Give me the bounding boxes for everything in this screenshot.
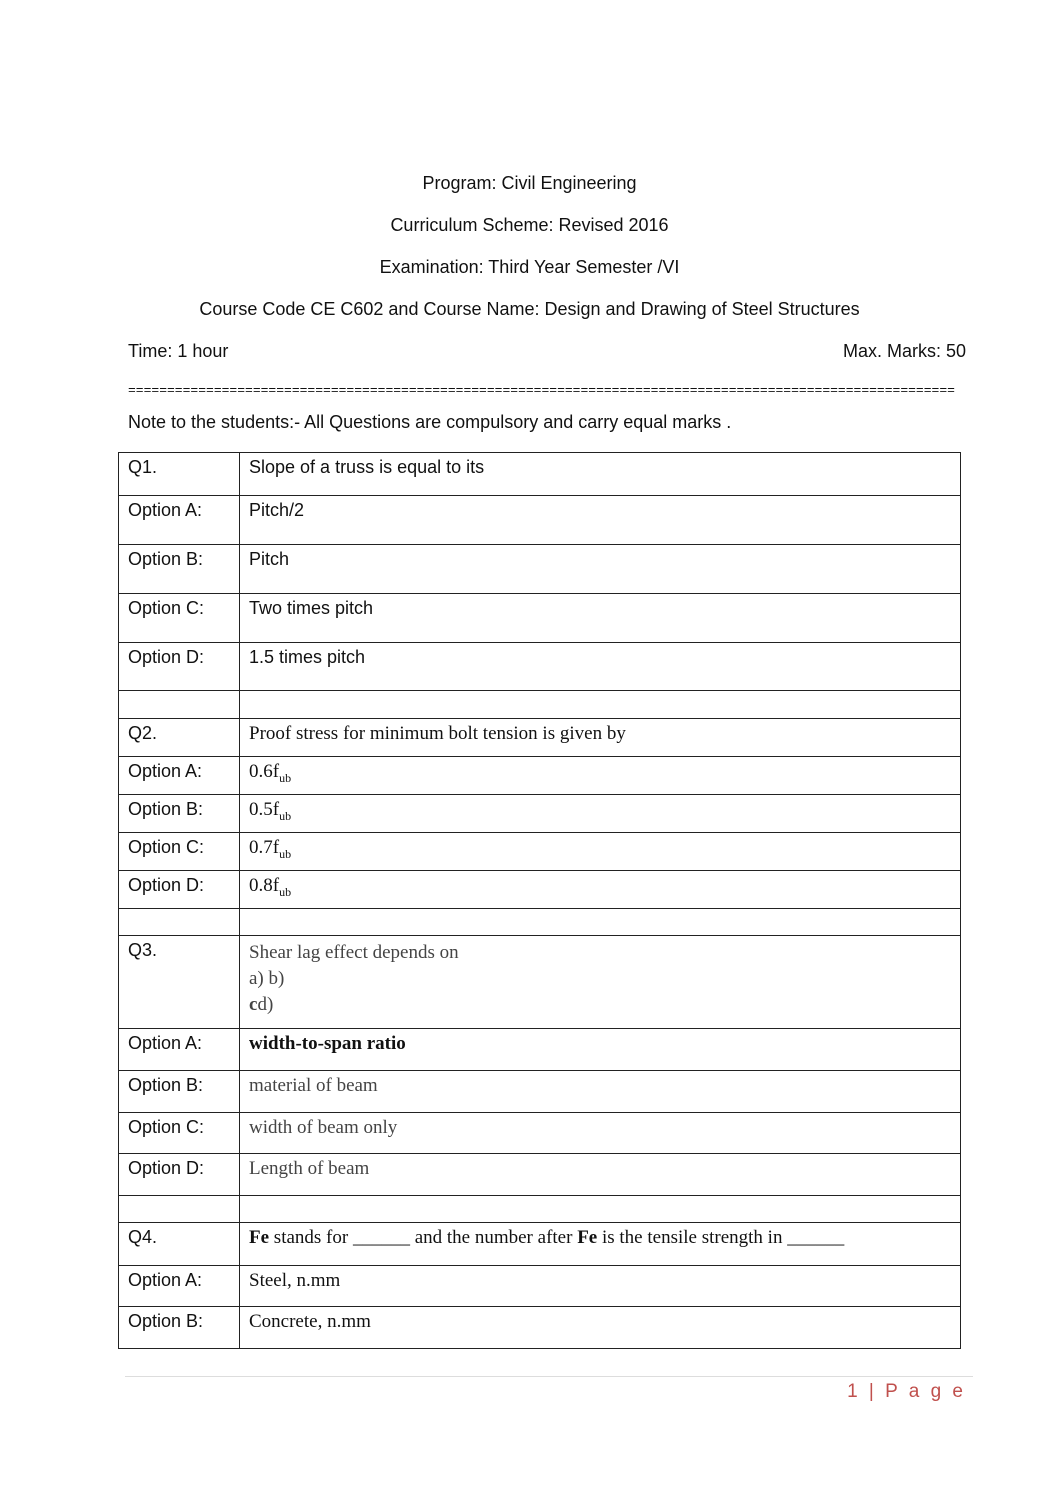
question-text: Shear lag effect depends on a) b) cd) [240, 936, 961, 1029]
scheme-line: Curriculum Scheme: Revised 2016 [390, 215, 669, 235]
question-text: Proof stress for minimum bolt tension is given by [240, 719, 961, 757]
option-text: 1.5 times pitch [240, 643, 961, 691]
option-label: Option A: [119, 1266, 240, 1307]
option-label: Option A: [119, 1029, 240, 1071]
option-text: Pitch/2 [240, 496, 961, 545]
table-row [119, 833, 961, 871]
option-label: Option B: [119, 795, 240, 833]
table-row [119, 1071, 961, 1113]
option-text: material of beam [240, 1071, 961, 1113]
option-text: Two times pitch [240, 594, 961, 643]
spacer-row [119, 1196, 961, 1223]
option-label: Option C: [119, 1113, 240, 1154]
table-row [119, 643, 961, 691]
table-row [119, 453, 961, 496]
program-line: Program: Civil Engineering [422, 173, 637, 193]
option-text: $0.6f_{ub}$ [240, 757, 961, 795]
option-text: $0.8f_{ub}$ [240, 871, 961, 909]
student-note: Note to the students:- All Questions are compulsory and carry equal marks . [128, 412, 732, 432]
max-marks-label: Max. Marks: 50 [842, 341, 966, 361]
option-text: width-to-span ratio [240, 1029, 961, 1071]
question-text: Fe stands for ______ and the number after Fe is the tensile strength in ______ [240, 1223, 961, 1266]
question-label: Q1. [119, 453, 240, 496]
option-text: Length of beam [240, 1154, 961, 1196]
question-table [118, 452, 961, 1349]
option-text: $0.5f_{ub}$ [240, 795, 961, 833]
option-label: Option A: [119, 757, 240, 795]
option-label: Option D: [119, 871, 240, 909]
separator-line: ========================================================================================================== [128, 383, 955, 398]
question-label: Q3. [119, 936, 240, 1029]
option-label: Option C: [119, 833, 240, 871]
option-label: Option D: [119, 643, 240, 691]
page-number: 1 | P a g e [847, 1381, 966, 1402]
option-text: $0.7f_{ub}$ [240, 833, 961, 871]
table-row [119, 1223, 961, 1266]
table-row [119, 871, 961, 909]
footer-divider [125, 1376, 973, 1377]
option-label: Option D: [119, 1154, 240, 1196]
table-row [119, 1113, 961, 1154]
question-text: Slope of a truss is equal to its [240, 453, 961, 496]
table-row [119, 1154, 961, 1196]
table-row [119, 1029, 961, 1071]
table-row [119, 757, 961, 795]
table-row [119, 1307, 961, 1349]
table-row [119, 719, 961, 757]
examination-line: Examination: Third Year Semester /VI [379, 257, 680, 277]
course-line: Course Code CE C602 and Course Name: Design and Drawing of Steel Structures [199, 299, 860, 319]
option-label: Option C: [119, 594, 240, 643]
option-text: Pitch [240, 545, 961, 594]
table-row [119, 1266, 961, 1307]
option-text: Concrete, n.mm [240, 1307, 961, 1349]
time-label: Time: 1 hour [128, 341, 229, 361]
option-label: Option A: [119, 496, 240, 545]
spacer-row [119, 909, 961, 936]
spacer-row [119, 691, 961, 719]
question-label: Q4. [119, 1223, 240, 1266]
option-label: Option B: [119, 545, 240, 594]
option-text: Steel, n.mm [240, 1266, 961, 1307]
option-label: Option B: [119, 1307, 240, 1349]
option-text: width of beam only [240, 1113, 961, 1154]
table-row [119, 795, 961, 833]
question-label: Q2. [119, 719, 240, 757]
table-row [119, 545, 961, 594]
table-row [119, 936, 961, 1029]
table-row [119, 496, 961, 545]
table-row [119, 594, 961, 643]
option-label: Option B: [119, 1071, 240, 1113]
